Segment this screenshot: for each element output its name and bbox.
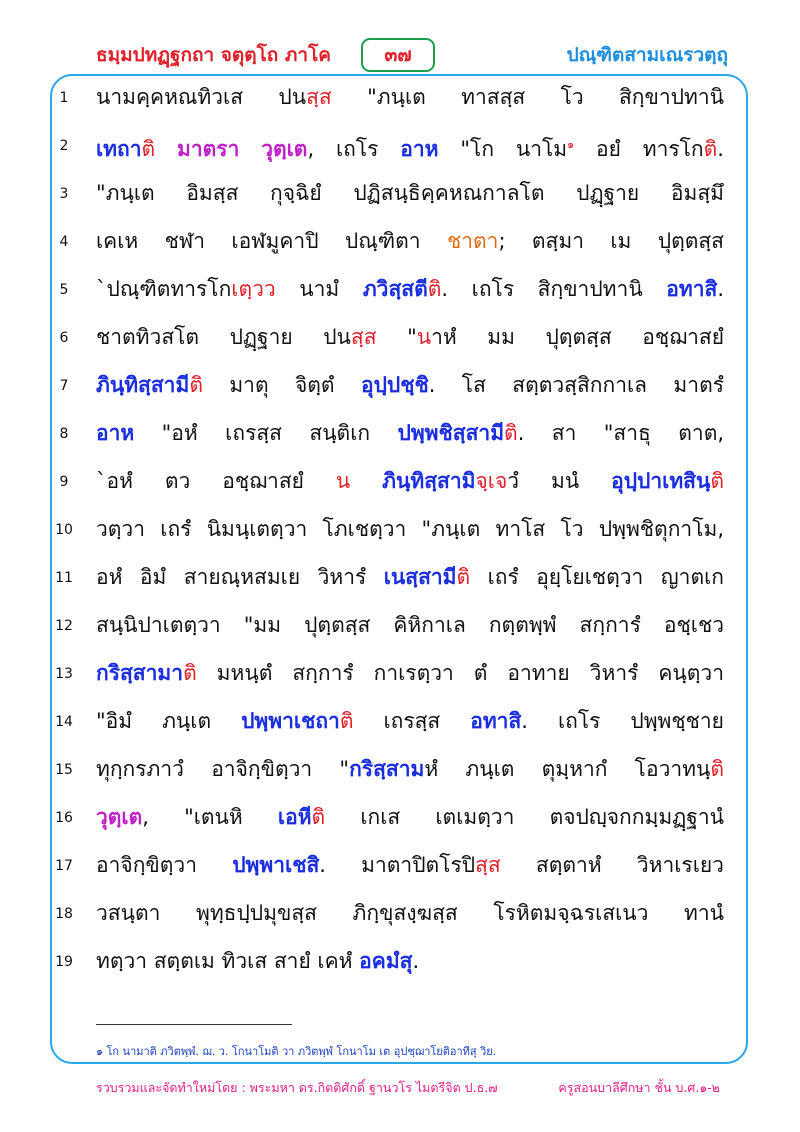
highlighted-word: อุปฺปาเทสินฺ [611,469,711,493]
text-segment: สนฺนิปาเตตฺวา "มม ปุตฺตสฺส คิหิกาเล กตฺตพฺพํ สกฺการํ อชฺเชว [96,613,724,637]
text-segment: เคเห ชฬา เอฬมูคาปิ ปณฺฑิตา [96,229,447,253]
text-segment: ทุกฺกรภาวํ อาจิกฺขิตฺวา " [96,757,350,781]
text-segment: ; ตสฺมา เม ปุตฺตสฺส [498,229,724,253]
text-line [0,884,800,932]
text-segment: วํ มนํ [507,469,612,493]
text-segment: . เถโร ปพฺพชฺชาย [521,709,724,733]
highlighted-word: อาห [400,137,439,161]
line-text [96,226,724,256]
highlighted-word: อคมํสุ [359,949,413,973]
text-segment: นามคฺคหณทิวเส ปน [96,85,307,109]
text-segment: หํ ภนฺเต ตุมฺหากํ โอวาทนฺ [424,757,711,781]
header-left-title: ธมฺมปทฏฺฐกถา จตุตฺโถ ภาโค [96,44,332,66]
line-number: 6 [59,330,69,346]
text-line [0,212,800,260]
highlighted-word: ติ [339,709,354,733]
line-text [96,514,724,544]
highlighted-word: ปพฺพชิสฺสามี [397,421,505,445]
text-segment: มาตุ จิตฺตํ [202,373,361,397]
line-number: 14 [55,714,73,730]
text-segment: เถรสฺส [353,709,471,733]
text-line [0,68,800,116]
text-line [0,932,800,980]
highlighted-word: จฺเจ [475,469,508,493]
text-segment: "ภนฺเต อิมสฺส กุจฺฉิยํ ปฏิสนฺธิคฺคหณกาลโต ปฏฺฐาย อิมสฺมึ [96,181,724,205]
highlighted-word: สฺส [350,325,377,349]
line-text [96,130,724,164]
footer-course: ครูสอนบาลีศึกษา ชั้น บ.ศ.๑-๒ [558,1080,720,1095]
text-segment: าหํ มม ปุตฺตสฺส อชฺฌาสยํ [431,325,725,349]
line-number: 5 [59,282,69,298]
line-text [96,754,724,784]
text-line [0,116,800,164]
highlighted-word: ติ [456,565,471,589]
line-text [96,610,724,640]
text-line [0,692,800,740]
highlighted-word: ติ [141,137,156,161]
highlighted-word: วุตฺเต [96,805,143,829]
highlighted-word: วุตฺเต [261,137,308,161]
text-segment: "อหํ เถรสฺส สนฺติเก [134,421,398,445]
highlighted-word: ภวิสฺสตี [362,277,428,301]
line-text [96,466,724,496]
text-segment: วตฺวา เถรํ นิมนฺเตตฺวา โภเชตฺวา "ภนฺเต ทาโส โว ปพฺพชิตุกาโม, [96,517,724,541]
line-text [96,898,724,928]
text-segment: `ปณฺฑิตทารโก [96,277,232,301]
highlighted-word: ติ [710,469,724,493]
footnote: ๑ โก นามาติ ภวิตพฺพํ. ฌ. ว. โกนาโมติ วา ภวิตพฺพํ โกนาโม เต อุปชฺฌาโยติอาทีสุ วิย. [96,1045,497,1058]
line-number: 11 [55,570,73,586]
line-number: 19 [55,954,73,970]
text-line [0,548,800,596]
highlighted-word: ติ [311,805,326,829]
highlighted-word: ภินฺทิสฺสามี [96,373,190,397]
text-segment: อยํ ทารโก [574,137,704,161]
line-number: 13 [55,666,73,682]
line-number: 12 [55,618,73,634]
text-segment: . [717,277,725,301]
text-segment: " [376,325,417,349]
text-segment: "อิมํ ภนฺเต [96,709,242,733]
text-line [0,788,800,836]
highlighted-word: ติ [189,373,203,397]
line-text [96,706,724,736]
text-segment: เกเส เตเมตฺวา ตจปญฺจกกมฺมฏฺฐานํ [325,805,725,829]
line-text [96,946,724,976]
text-segment: . มาตาปิตโรปิ [319,853,476,877]
line-number: 2 [59,138,69,154]
line-number: 10 [55,522,73,538]
highlighted-word: มาตรา [177,137,240,161]
line-number: 17 [55,858,73,874]
highlighted-word: เอหี [277,805,312,829]
text-segment: สตฺตาหํ วิหาเรเยว [500,853,724,877]
text-segment [350,469,382,493]
line-text [96,274,724,304]
text-segment: อาจิกฺขิตฺวา [96,853,233,877]
text-line [0,452,800,500]
text-segment: . เถโร สิกฺขาปทานิ [441,277,667,301]
text-line [0,164,800,212]
highlighted-word: เนสฺสามี [383,565,457,589]
text-segment: "ภนฺเต ทาสสฺส โว สิกฺขาปทานิ [331,85,724,109]
footnote-divider [96,1024,292,1025]
text-segment: ชาตทิวสโต ปฏฺฐาย ปน [96,325,351,349]
line-text [96,370,724,400]
highlighted-word: อุปฺปชฺชิ [360,373,429,397]
line-text [96,802,724,832]
text-segment: มหนฺตํ สกฺการํ กาเรตฺวา ตํ อาทาย วิหารํ คนฺตฺวา [196,661,724,685]
text-segment: อหํ อิมํ สายณฺหสมเย วิหารํ [96,565,384,589]
highlighted-word: ๑ [567,138,575,151]
highlighted-word: น [416,325,432,349]
highlighted-word: เตฺวว [231,277,276,301]
text-line [0,356,800,404]
text-line [0,596,800,644]
text-segment: . สา "สาธุ ตาต, [517,421,725,445]
text-segment: เถรํ อุยฺโยเชตฺวา ญาตเก [470,565,724,589]
footer-credit: รวบรวมและจัดทำใหม่โดย : พระมหา ดร.กิตติศักดิ์ ฐานวโร ไมตรีจิต ป.ธ.๗ [96,1080,498,1095]
line-number: 15 [55,762,73,778]
highlighted-word: อทาสิ [470,709,522,733]
highlighted-word: กริสฺสาม [349,757,425,781]
line-number: 7 [59,378,69,394]
highlighted-word: ติ [183,661,197,685]
line-text [96,562,724,592]
highlighted-word: ติ [710,757,724,781]
text-segment: . [412,949,420,973]
text-segment: "โก นาโม [438,137,568,161]
highlighted-word: ติ [703,137,718,161]
text-line [0,308,800,356]
text-line [0,644,800,692]
line-number: 16 [55,810,73,826]
line-text [96,322,724,352]
text-segment: ทตฺวา สตฺตเม ทิวเส สายํ เคหํ [96,949,360,973]
highlighted-word: น [335,469,351,493]
line-number: 3 [59,186,69,202]
text-segment: . [717,137,724,161]
text-segment: นามํ [275,277,363,301]
line-number: 8 [59,426,69,442]
highlighted-word: สฺส [475,853,501,877]
line-number: 9 [59,474,69,490]
highlighted-word: ปพฺพาเชสิ [232,853,320,877]
highlighted-word: ปพฺพาเชถา [241,709,340,733]
text-segment [239,137,261,161]
line-text [96,658,724,688]
text-line [0,260,800,308]
line-number: 1 [59,90,69,106]
line-text [96,178,724,208]
text-segment: , "เตนหิ [142,805,278,829]
line-text [96,418,724,448]
highlighted-word: อทาสิ [666,277,718,301]
highlighted-word: ติ [427,277,442,301]
text-segment: `อหํ ตว อชฺฌาสยํ [96,469,336,493]
line-number: 4 [59,234,69,250]
line-text [96,82,724,112]
highlighted-word: อาห [96,421,135,445]
text-line [0,500,800,548]
page-number-badge: ๓๗ [361,38,435,72]
text-line [0,740,800,788]
highlighted-word: เทถา [96,137,142,161]
header-right-title: ปณฺฑิตสามเณรวตฺถุ [566,44,728,66]
text-segment: วสนฺตา พุทฺธปฺปมุขสฺส ภิกฺขุสงฺฆสฺส โรหิตมจฺฉรเสเนว ทานํ [96,901,724,925]
text-line [0,404,800,452]
highlighted-word: ติ [504,421,518,445]
text-segment [155,137,177,161]
text-segment: . โส สตฺตวสฺสิกกาเล มาตรํ [428,373,724,397]
highlighted-word: สฺส [306,85,332,109]
highlighted-word: ภินฺทิสฺสามิ [382,469,476,493]
highlighted-word: ชาตา [446,229,499,253]
line-number: 18 [55,906,73,922]
line-text [96,850,724,880]
text-segment: , เถโร [307,137,401,161]
highlighted-word: กริสฺสามา [96,661,184,685]
text-line [0,836,800,884]
